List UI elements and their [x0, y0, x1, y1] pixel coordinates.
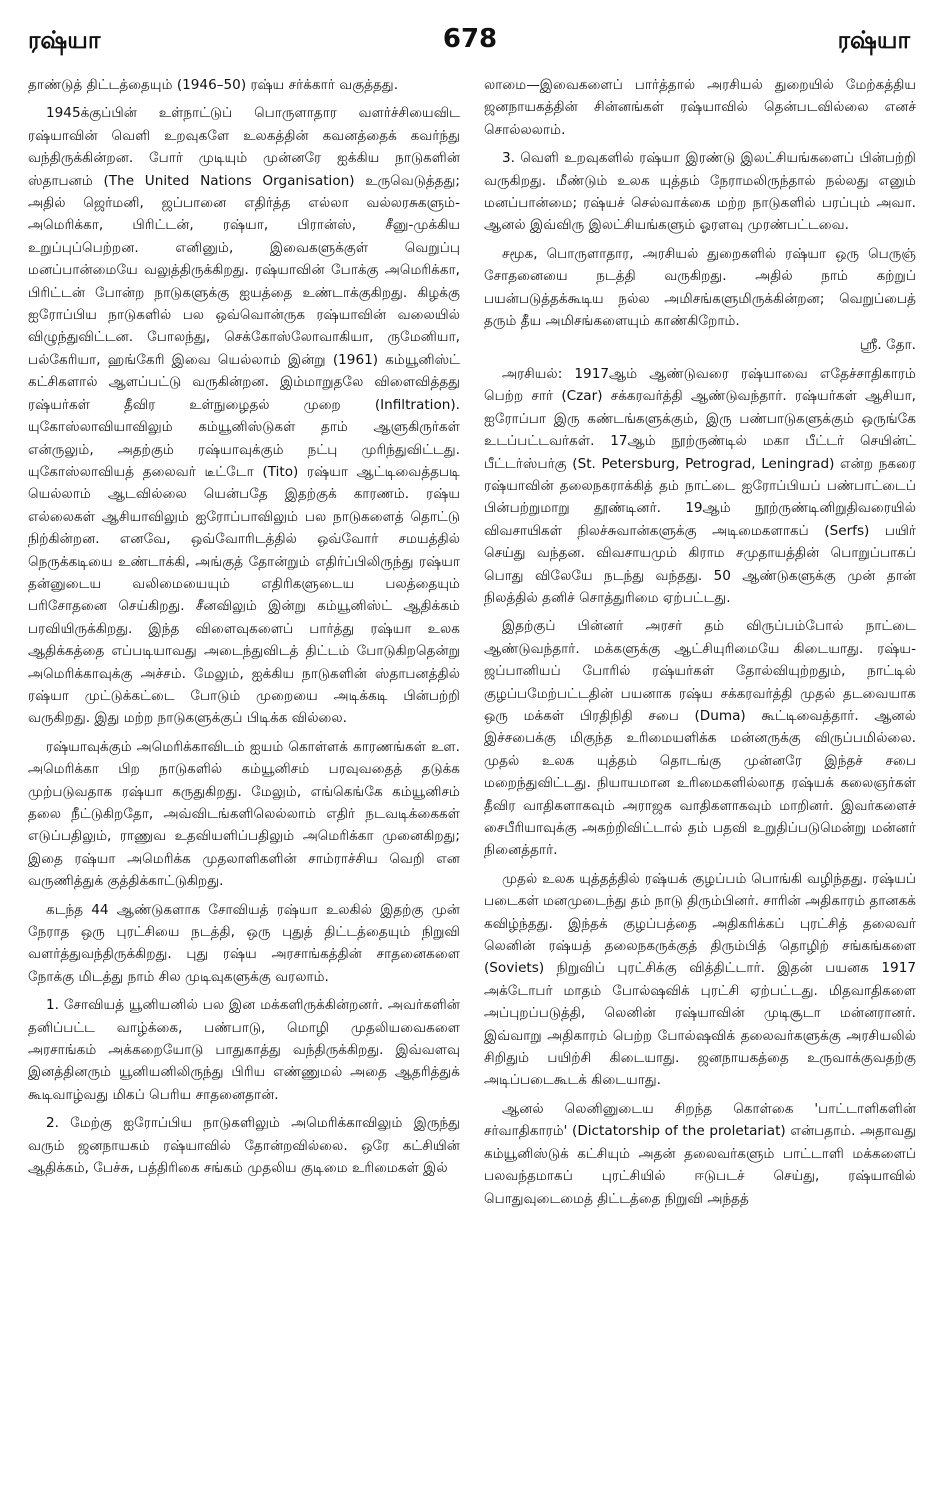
paragraph: 1945க்குப்பின் உள்நாட்டுப் பொருளாதார வளர்ச்சியைவிட ரஷ்யாவின் வெளி உறவுகளே உலகத்தின் கவனத்தைக் கவர்ந்து வந்திருக்கின்றன. போர் முடியும் முன்னரே ஐக்கிய நாடுகளின் ஸ்தாபனம் (The United Nations Organisation) உருவெடுத்தது; அதில் ஜெர்மனி, ஜப்பானை எதிர்த்த எல்லா வல்லரசுகளும்-அமெரிக்கா, பிரிட்டன், ரஷ்யா, பிரான்ஸ், சீனு-முக்கிய உறுப்புப்பெற்றன. எனினும், இவைகளுக்குள் வெறுப்பு மனப்பான்மையே வலுத்திருக்கிறது. ரஷ்யாவின் போக்கு அமெரிக்கா, பிரிட்டன் போன்ற நாடுகளுக்கு ஐயத்தை உண்டாக்குகிறது. கிழக்கு ஐரோப்பிய நாடுகளில் பல ஒவ்வொன்ருக ரஷ்யாவின் வலையில் விழுந்துவிட்டன. போலந்து, செக்கோஸ்லோவாகியா, ருமேனியா, பல்கேரியா, ஹங்கேரி இவை யெல்லாம் இன்று (1961) கம்யூனிஸ்ட் கட்சிகளால் ஆளப்பட்டு வருகின்றன. இம்மாறுதலே விளைவித்தது ரஷ்யர்கள் தீவிர உள்நுழைதல் முறை (Infiltration). யுகோஸ்லாவியாவிலும் கம்யூனிஸ்டுகள் தாம் ஆளுகிருர்கள் என்ருலும், அதற்கும் ரஷ்யாவுக்கும் நட்பு முரிந்துவிட்டது. யுகோஸ்லாவியத் தலைவர் டீட்டோ (Tito) ரஷ்யா ஆட்டிவைத்தபடி யெல்லாம் ஆடவில்லை யென்பதே இதற்குக் காரணம். ரஷ்ய எல்லைகள் ஆசியாவிலும் ஐரோப்பாவிலும் பல நாடுகளைத் தொட்டு நிற்கின்றன. எனவே, ஒவ்வோரிடத்தில் ஒவ்வோர் சமயத்தில் நெருக்கடியை உண்டாக்கி, அங்குத் தோன்றும் எதிர்ப்பிலிருந்து ரஷ்யா தன்னுடைய வலிமையையும் எதிரிகளுடைய பலத்தையும் பரிசோதனை செய்கிறது. சீனவிலும் இன்று கம்யூனிஸ்ட் ஆதிக்கம் பரவியிருக்கிறது. இந்த விளைவுகளைப் பார்த்து ரஷ்யா உலக ஆதிக்கத்தை எப்படியாவது அடைந்துவிடத் திட்டம் போடுகிறதென்று அமெரிக்காவுக்கு அச்சம். மேலும், ஐக்கிய நாடுகளின் ஸ்தாபனத்தில் ரஷ்யா முட்டுக்கட்டை போடும் முறையை அடிக்கடி பின்பற்றி வருகிறது. இது மற்ற நாடுகளுக்குப் பிடிக்க வில்லை.	[28, 105, 460, 727]
running-title-right: ரஷ்யா	[837, 26, 910, 54]
page-number: 678	[442, 24, 498, 54]
paragraph: 3. வெளி உறவுகளில் ரஷ்யா இரண்டு இலட்சியங்களைப் பின்பற்றி வருகிறது. மீண்டும் உலக யுத்தம் நேராமலிருந்தால் நல்லது எனும் மனப்பான்மை; ரஷ்யச் செல்வாக்கை மற்ற நாடுகளில் பரப்பும் அவா. ஆனல் இவ்விரு இலட்சியங்களும் ஓரளவு முரண்பட்டவை.	[484, 150, 916, 234]
paragraph: சமூக, பொருளாதார, அரசியல் துறைகளில் ரஷ்யா ஒரு பெருஞ் சோதனையை நடத்தி வருகிறது. அதில் நாம் கற்றுப் பயன்படுத்தக்கூடிய நல்ல அமிசங்களுமிருக்கின்றன; வெறுப்பைத் தரும் தீய அமிசங்களையும் காண்கிறோம்.	[484, 245, 916, 330]
paragraph: ரஷ்யாவுக்கும் அமெரிக்காவிடம் ஐயம் கொள்ளக் காரணங்கள் உள. அமெரிக்கா பிற நாடுகளில் கம்யூனிசம் பரவுவதைத் தடுக்க முற்படுவதாக ரஷ்யா கருதுகிறது. மேலும், எங்கெங்கே கம்யூனிசம் தலை நீட்டுகிறதோ, அவ்விடங்களிலெல்லாம் எதிர் நடவடிக்கைகள் எடுப்பதிலும், ராணுவ உதவியளிப்பதிலும் அமெரிக்கா முனைகிறது; இதை ரஷ்யா அமெரிக்க முதலாளிகளின் சாம்ராச்சிய வெறி என வருணித்துக் குத்திக்காட்டுகிறது.	[28, 738, 460, 890]
paragraph: கடந்த 44 ஆண்டுகளாக சோவியத் ரஷ்யா உலகில் இதற்கு முன் நேராத ஒரு புரட்சியை நடத்தி, ஒரு புதுத் திட்டத்தையும் நிறுவி வளர்த்துவந்திருக்கிறது. புது ரஷ்ய அரசாங்கத்தின் சாதனைகளை நோக்கு மிடத்து நாம் சில முடிவுகளுக்கு வரலாம்.	[28, 901, 460, 985]
page-header	[0, 0, 940, 66]
right-column	[484, 74, 916, 1216]
author-initials: ஸ்ரீ. தோ.	[859, 337, 916, 354]
running-title-left: ரஷ்யா	[28, 26, 101, 54]
paragraph: அரசியல்: 1917ஆம் ஆண்டுவரை ரஷ்யாவை எதேச்சாதிகாரம் பெற்ற சார் (Czar) சக்கரவர்த்தி ஆண்டுவந்தார். ரஷ்யர்கள் ஆசியா, ஐரோப்பா இரு கண்டங்களுக்கும், இரு பண்பாடுகளுக்கும் ஒருங்கே உடப்பட்டவர்கள். 17ஆம் நூற்ருண்டில் மகா பீட்டர் செயின்ட் பீட்டர்ஸ்பர்கு (St. Petersburg, Petrograd, Leningrad) என்ற நகரை ரஷ்யாவின் தலைநகராக்கித் தம் நாட்டை ஐரோப்பியப் பண்பாட்டைப் பின்பற்றுமாறு தூண்டினர். 19ஆம் நூற்ருண்டினிறுதிவரையில் விவசாயிகள் நிலச்சுவான்களுக்கு அடிமைகளாகப் (Serfs) பயிர் செய்து வந்தன. விவசாயமும் கிராம சமுதாயத்தின் பொறுப்பாகப் பொது விலேயே நடந்து வந்தது. 50 ஆண்டுகளுக்கு முன் தான் நிலத்தில் தனிச் சொத்துரிமை ஏற்பட்டது.	[484, 365, 916, 606]
paragraph: இதற்குப் பின்னர் அரசர் தம் விருப்பம்போல் நாட்டை ஆண்டுவந்தார். மக்களுக்கு ஆட்சியுரிமையே கிடையாது. ரஷ்ய-ஜப்பானியப் போரில் ரஷ்யர்கள் தோல்வியுற்றதும், நாட்டில் குழப்பமேற்பட்டதின் பயனாக ரஷ்ய சக்கரவர்த்தி முதல் தடவையாக ஒரு மக்கள் பிரதிநிதி சபை (Duma) கூட்டிவைத்தார். ஆனல் இச்சபைக்கு மிகுந்த உரிமையளிக்க மன்னருக்கு விருப்பமில்லை. முதல் உலக யுத்தம் தொடங்கு முன்னரே இந்தச் சபை மறைந்துவிட்டது. நியாயமான உரிமைகளில்லாத ரஷ்யக் கலைஞர்கள் தீவிர வாதிகளாகவும் அராஜக வாதிகளாகவும் மாறினர். இவர்களைச் சைபீரியாவுக்கு அகற்றிவிட்டால் தம் பதவி உறுதிப்படுமென்று மன்னர் நினைத்தார்.	[484, 618, 916, 859]
paragraph: தாண்டுத் திட்டத்தையும் (1946–50) ரஷ்ய சர்க்கார் வகுத்தது.	[28, 77, 399, 93]
paragraph: லாமை—இவைகளைப் பார்த்தால் அரசியல் துறையில் மேற்கத்திய ஜனநாயகத்தின் சின்னங்கள் ரஷ்யாவில் தென்படவில்லை எனச் சொல்லலாம்.	[484, 77, 916, 138]
paragraph: முதல் உலக யுத்தத்தில் ரஷ்யக் குழப்பம் பொங்கி வழிந்தது. ரஷ்யப் படைகள் மனமுடைந்து தம் நாடு திரும்பினர். சாரின் அதிகாரம் தானகக் கவிழ்ந்தது. இந்தக் குழப்பத்தை அதிகரிக்கப் புரட்சித் தலைவர் லெனின் ரஷ்யத் தலைநகருக்குத் திரும்பித் தொழிற் சங்கங்களை (Soviets) நிறுவிப் புரட்சிக்கு வித்திட்டார். இதன் பயனக 1917 அக்டோபர் மாதம் போல்ஷவிக் புரட்சி ஏற்பட்டது. மிதவாதிகளை அப்புறப்படுத்தி, லெனின் ரஷ்யாவின் முடிசூடா மன்னரானர். இவ்வாறு அதிகாரம் பெற்ற போல்ஷவிக் தலைவர்களுக்கு அரசியலில் சிறிதும் பயிற்சி கிடையாது. ஜனநாயகத்தை உருவாக்குவதற்கு அடிப்படைகூடக் கிடையாது.	[484, 870, 916, 1089]
paragraph: 1. சோவியத் யூனியனில் பல இன மக்களிருக்கின்றனர். அவர்களின் தனிப்பட்ட வாழ்க்கை, பண்பாடு, மொழி முதலியவைகளை அரசாங்கம் அக்கறையோடு பாதுகாத்து வந்திருக்கிறது. இவ்வளவு இனத்தினரும் யூனியனிலிருந்து பிரிய எண்ணுமல் அதை ஆதரித்துக் கூடிவாழ்வது மிகப் பெரிய சாதனைதான்.	[28, 997, 460, 1103]
paragraph: 2. மேற்கு ஐரோப்பிய நாடுகளிலும் அமெரிக்காவிலும் இருந்து வரும் ஜனநாயகம் ரஷ்யாவில் தோன்றவில்லை. ஒரே கட்சியின் ஆதிக்கம், பேச்சு, பத்திரிகை சங்கம் முதலிய குடிமை உரிமைகள் இல்	[28, 1115, 460, 1177]
left-column	[28, 74, 460, 1186]
paragraph: ஆனல் லெனினுடைய சிறந்த கொள்கை 'பாட்டாளிகளின் சர்வாதிகாரம்' (Dictatorship of the proletariat) என்பதாம். அதாவது கம்யூனிஸ்டுக் கட்சியும் அதன் தலைவர்களும் பாட்டாளி மக்களைப் பலவந்தமாகப் புரட்சியில் ஈடுபடச் செய்து, ரஷ்யாவில் பொதுவுடைமைத் திட்டத்தை நிறுவி அந்தத்	[484, 1100, 916, 1207]
